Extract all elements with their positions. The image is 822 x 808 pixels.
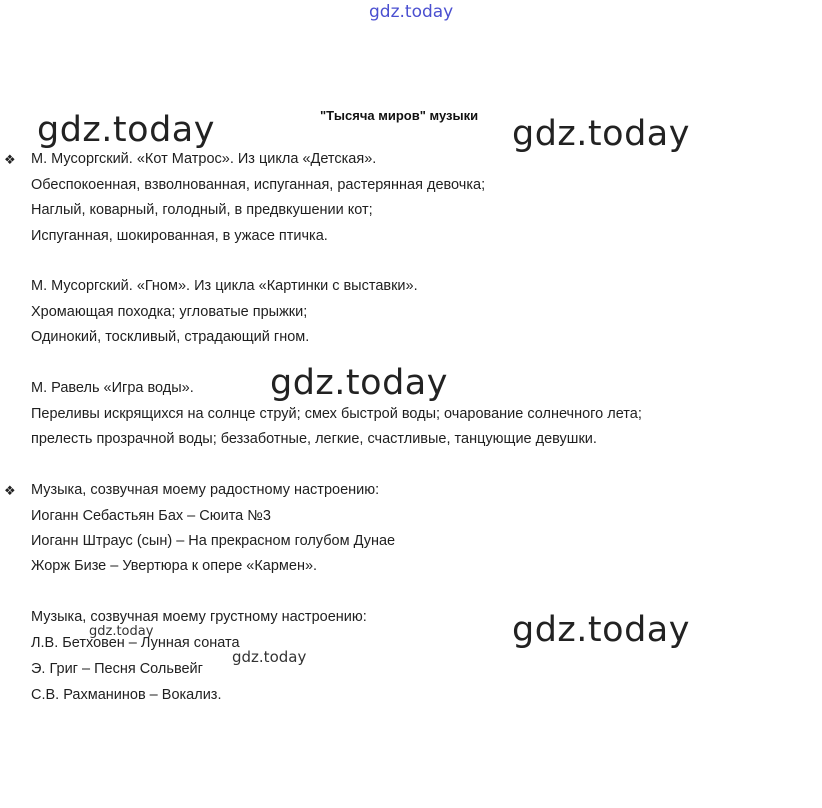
watermark-small: gdz.today xyxy=(232,648,307,666)
text-line: Музыка, созвучная моему радостному настроению: xyxy=(31,482,380,498)
watermark: gdz.today xyxy=(37,110,215,150)
text-line: Обеспокоенная, взволнованная, испуганная, растерянная девочка; xyxy=(31,177,486,193)
watermark: gdz.today xyxy=(512,610,690,650)
watermark-top: gdz.today xyxy=(369,2,454,22)
watermark: gdz.today xyxy=(512,114,690,154)
text-line: Иоганн Себастьян Бах – Сюита №3 xyxy=(31,508,271,524)
text-line: Музыка, созвучная моему грустному настроению: xyxy=(31,609,367,625)
text-line: Иоганн Штраус (сын) – На прекрасном голубом Дунае xyxy=(31,533,396,549)
text-line: Одинокий, тоскливый, страдающий гном. xyxy=(31,329,310,345)
page-title: "Тысяча миров" музыки xyxy=(320,108,479,123)
bullet-icon: ❖ xyxy=(4,483,16,498)
text-line: Наглый, коварный, голодный, в предвкушении кот; xyxy=(31,202,373,218)
bullet-icon: ❖ xyxy=(4,152,16,167)
text-line: Хромающая походка; угловатые прыжки; xyxy=(31,304,308,320)
text-line: прелесть прозрачной воды; беззаботные, легкие, счастливые, танцующие девушки. xyxy=(31,431,597,447)
text-line: М. Мусоргский. «Гном». Из цикла «Картинки с выставки». xyxy=(31,278,418,294)
text-line: Переливы искрящихся на солнце струй; смех быстрой воды; очарование солнечного лета; xyxy=(31,406,642,422)
text-line: М. Равель «Игра воды». xyxy=(31,380,194,396)
watermark: gdz.today xyxy=(270,363,448,403)
watermark-small: gdz.today xyxy=(89,624,154,639)
text-line: С.В. Рахманинов – Вокализ. xyxy=(31,687,222,703)
text-line: Л.В. Бетховен – Лунная соната xyxy=(31,635,240,651)
text-line: Э. Григ – Песня Сольвейг xyxy=(31,661,203,677)
text-line: Испуганная, шокированная, в ужасе птичка. xyxy=(31,228,328,244)
text-line: Жорж Бизе – Увертюра к опере «Кармен». xyxy=(31,558,318,574)
text-line: М. Мусоргский. «Кот Матрос». Из цикла «Детская». xyxy=(31,151,377,167)
